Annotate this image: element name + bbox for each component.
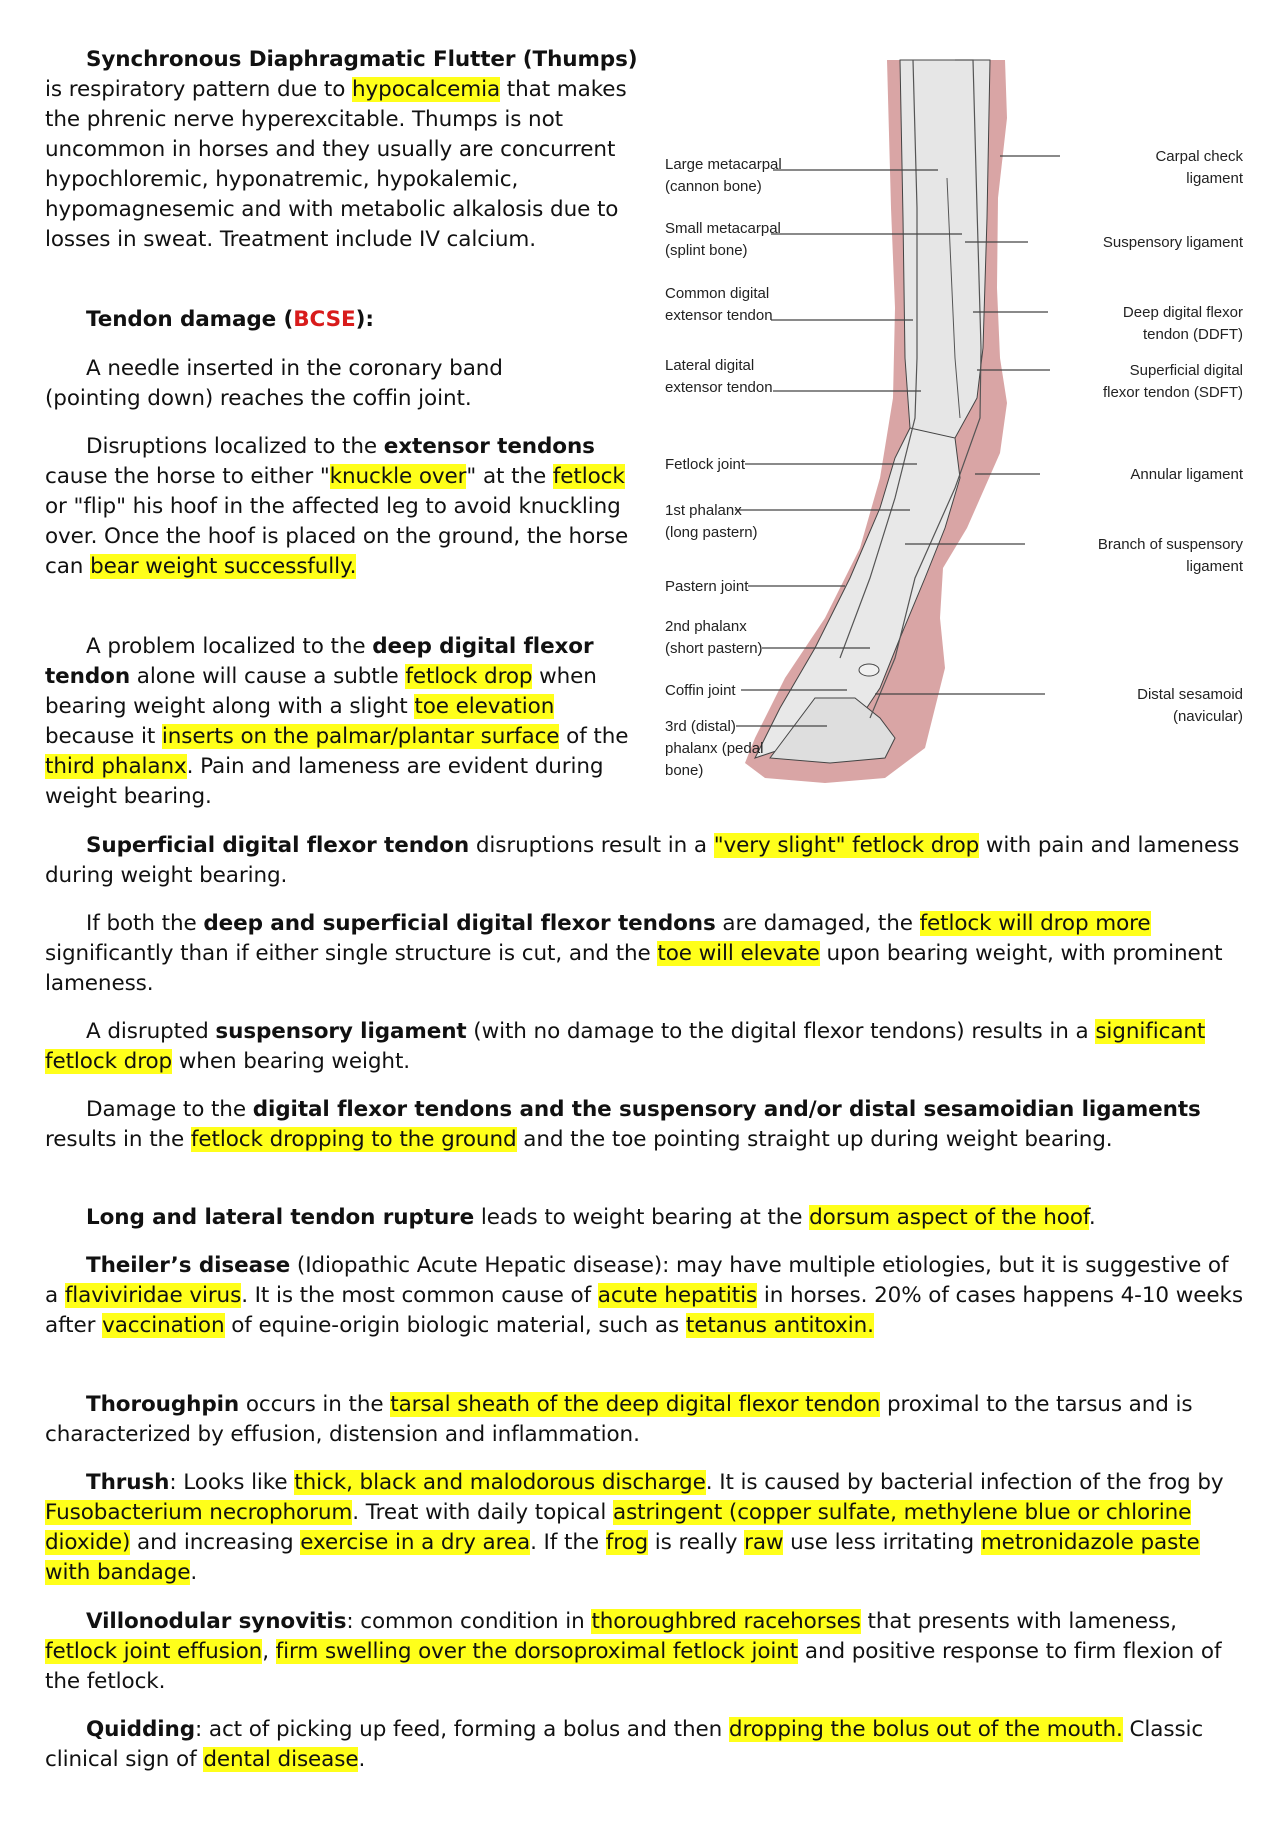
- text: proximal to the tarsus and is characterized by effusion, distension and inflammation.: [45, 1392, 1193, 1447]
- term: digital flexor tendons and the suspensory and/or distal sesamoidian ligaments: [252, 1097, 1201, 1122]
- text: of equine-origin biologic material, such as: [224, 1313, 686, 1338]
- label-distal-sesamoid: Distal sesamoid (navicular): [1137, 686, 1243, 725]
- text: is really: [648, 1530, 745, 1555]
- highlight: hypocalcemia: [352, 77, 501, 102]
- paragraph-thrush: [45, 1468, 1245, 1588]
- text: and the toe pointing straight up during weight bearing.: [516, 1127, 1113, 1152]
- text: leads to weight bearing at the: [474, 1205, 810, 1230]
- term: extensor tendons: [383, 434, 595, 459]
- text: upon bearing weight, with prominent lameness.: [45, 941, 1223, 996]
- highlight: fetlock: [552, 464, 625, 489]
- right-labels: [1098, 148, 1244, 725]
- label-annular-ligament: Annular ligament: [1130, 466, 1243, 483]
- text: with pain and lameness during weight bearing.: [45, 833, 1240, 888]
- text: of the: [559, 724, 629, 749]
- highlight: toe elevation: [414, 694, 555, 719]
- bcse-tag: BCSE: [293, 307, 356, 332]
- paragraph-ddft: [45, 632, 650, 812]
- term: deep and superficial digital flexor tendons: [203, 911, 716, 936]
- label-coffin-joint: Coffin joint: [665, 682, 736, 699]
- text: occurs in the: [239, 1392, 391, 1417]
- highlight: thick, black and malodorous discharge: [294, 1470, 706, 1495]
- text: A disrupted: [86, 1019, 216, 1044]
- heading-text: Tendon damage (: [86, 307, 294, 332]
- label-sdft: Superficial digital flexor tendon (SDFT): [1102, 362, 1243, 401]
- term: Long and lateral tendon rupture: [86, 1205, 475, 1230]
- text: ,: [262, 1639, 276, 1664]
- term: Superficial digital flexor tendon: [86, 833, 470, 858]
- text: .: [190, 1560, 198, 1585]
- text: A problem localized to the: [86, 634, 373, 659]
- highlight: flaviviridae virus: [64, 1283, 242, 1308]
- text: : common condition in: [346, 1609, 592, 1634]
- term: suspensory ligament: [215, 1019, 467, 1044]
- highlight: Fusobacterium necrophorum: [45, 1500, 353, 1525]
- text: and increasing: [130, 1530, 301, 1555]
- text: . It is caused by bacterial infection of the frog by: [705, 1470, 1224, 1495]
- paragraph-rupture: [45, 1203, 1245, 1233]
- term: Thrush: [86, 1470, 170, 1495]
- text: Damage to the: [86, 1097, 253, 1122]
- text: alone will cause a subtle: [130, 664, 406, 689]
- text: .: [358, 1747, 366, 1772]
- distal-sesamoid: [859, 664, 879, 676]
- highlight: dental disease: [203, 1747, 359, 1772]
- text: . It is the most common cause of: [241, 1283, 598, 1308]
- equine-distal-limb-diagram: [655, 58, 1255, 798]
- text: that makes the phrenic nerve hyperexcitable. Thumps is not uncommon in horses and they usually are concurrent hypochloremic, hyponatremic, hypokalemic, hypomagnesemic and with metabolic alkalosis due to losses in sweat. Treatment include IV calcium.: [45, 77, 627, 252]
- paragraph-villonodular: [45, 1607, 1245, 1697]
- text: when bearing weight along with a slight: [45, 664, 597, 719]
- label-ddft: Deep digital flexor tendon (DDFT): [1122, 304, 1243, 343]
- highlight: vaccination: [102, 1313, 225, 1338]
- highlight: knuckle over: [329, 464, 467, 489]
- text: is respiratory pattern due to: [45, 77, 353, 102]
- highlight: toe will elevate: [657, 941, 820, 966]
- term: deep digital flexor tendon: [45, 634, 594, 689]
- text: .: [1088, 1205, 1096, 1230]
- label-suspensory-ligament: Suspensory ligament: [1102, 234, 1243, 251]
- paragraph-thoroughpin: [45, 1390, 1245, 1450]
- text: : act of picking up feed, forming a bolus and then: [195, 1717, 729, 1742]
- text: use less irritating: [783, 1530, 981, 1555]
- text: that presents with lameness,: [860, 1609, 1177, 1634]
- highlight: bear weight successfully.: [90, 554, 357, 579]
- label-branch-suspensory: Branch of suspensory ligament: [1097, 536, 1243, 575]
- label-2nd-phalanx: 2nd phalanx (short pastern): [665, 618, 763, 657]
- text: Disruptions localized to the: [86, 434, 384, 459]
- paragraph-combined: [45, 1095, 1245, 1155]
- highlight: metronidazole paste with bandage: [45, 1530, 1200, 1585]
- paragraph-suspensory: [45, 1017, 1245, 1077]
- highlight: tetanus antitoxin.: [685, 1313, 874, 1338]
- text: . Treat with daily topical: [352, 1500, 613, 1525]
- label-3rd-phalanx: 3rd (distal) phalanx (pedal bone): [665, 718, 764, 779]
- text: and positive response to firm flexion of the fetlock.: [45, 1639, 1222, 1694]
- text: . Pain and lameness are evident during weight bearing.: [45, 754, 604, 809]
- label-small-metacarpal: Small metacarpal (splint bone): [665, 220, 781, 259]
- paragraph-sdft: [45, 831, 1245, 891]
- text: results in the: [45, 1127, 191, 1152]
- term: Villonodular synovitis: [86, 1609, 347, 1634]
- term: Theiler’s disease: [86, 1253, 291, 1278]
- highlight: significant fetlock drop: [45, 1019, 1206, 1074]
- text: because it: [45, 724, 162, 749]
- label-lateral-digital-extensor: Lateral digital extensor tendon: [665, 357, 773, 396]
- highlight: "very slight" fetlock drop: [713, 833, 980, 858]
- highlight: fetlock will drop more: [919, 911, 1151, 936]
- term-thumps: Synchronous Diaphragmatic Flutter (Thumps): [86, 47, 638, 72]
- highlight: frog: [605, 1530, 649, 1555]
- highlight: acute hepatitis: [597, 1283, 758, 1308]
- text: significantly than if either single structure is cut, and the: [45, 941, 658, 966]
- paragraph-thumps: [45, 45, 645, 255]
- highlight: exercise in a dry area: [300, 1530, 531, 1555]
- highlight: tarsal sheath of the deep digital flexor tendon: [390, 1392, 881, 1417]
- highlight: firm swelling over the dorsoproximal fetlock joint: [275, 1639, 799, 1664]
- text: cause the horse to either ": [45, 464, 330, 489]
- heading-text: ):: [355, 307, 374, 332]
- text: A needle inserted in the coronary band (pointing down) reaches the coffin joint.: [45, 356, 503, 411]
- text: Classic clinical sign of: [45, 1717, 1204, 1772]
- highlight: fetlock dropping to the ground: [190, 1127, 517, 1152]
- term: Quidding: [86, 1717, 195, 1742]
- label-carpal-check-ligament: Carpal check ligament: [1155, 148, 1243, 187]
- text: : Looks like: [169, 1470, 295, 1495]
- paragraph-theiler: [45, 1251, 1245, 1341]
- highlight: raw: [744, 1530, 784, 1555]
- highlight: fetlock drop: [405, 664, 533, 689]
- highlight: third phalanx: [45, 754, 187, 779]
- cannon-bone: [900, 60, 990, 448]
- paragraph-both-flexors: [45, 909, 1245, 999]
- text: If both the: [86, 911, 204, 936]
- label-common-digital-extensor: Common digital extensor tendon: [665, 285, 773, 324]
- text: disruptions result in a: [469, 833, 714, 858]
- paragraph-needle: [45, 354, 605, 414]
- paragraph-extensor: [45, 432, 650, 582]
- highlight: astringent (copper sulfate, methylene blue or chlorine dioxide): [45, 1500, 1192, 1555]
- text: are damaged, the: [715, 911, 920, 936]
- text: in horses. 20% of cases happens 4-10 weeks after: [45, 1283, 1243, 1338]
- text: (Idiopathic Acute Hepatic disease): may have multiple etiologies, but it is suggestive of a: [45, 1253, 1229, 1308]
- highlight: fetlock joint effusion: [45, 1639, 263, 1664]
- highlight: dorsum aspect of the hoof: [809, 1205, 1089, 1230]
- left-labels: [665, 156, 782, 779]
- text: " at the: [466, 464, 553, 489]
- heading-tendon-damage: [45, 305, 645, 335]
- highlight: dropping the bolus out of the mouth.: [728, 1717, 1123, 1742]
- label-large-metacarpal: Large metacarpal (cannon bone): [665, 156, 782, 195]
- highlight: inserts on the palmar/plantar surface: [161, 724, 560, 749]
- label-pastern-joint: Pastern joint: [665, 578, 749, 595]
- paragraph-quidding: [45, 1715, 1245, 1775]
- highlight: thoroughbred racehorses: [591, 1609, 861, 1634]
- text: when bearing weight.: [172, 1049, 411, 1074]
- label-1st-phalanx: 1st phalanx (long pastern): [665, 502, 758, 541]
- label-fetlock-joint: Fetlock joint: [665, 456, 746, 473]
- term: Thoroughpin: [86, 1392, 240, 1417]
- text: or "flip" his hoof in the affected leg to avoid knuckling over. Once the hoof is placed on the ground, the horse can: [45, 494, 629, 579]
- text: (with no damage to the digital flexor tendons) results in a: [466, 1019, 1096, 1044]
- text: . If the: [530, 1530, 606, 1555]
